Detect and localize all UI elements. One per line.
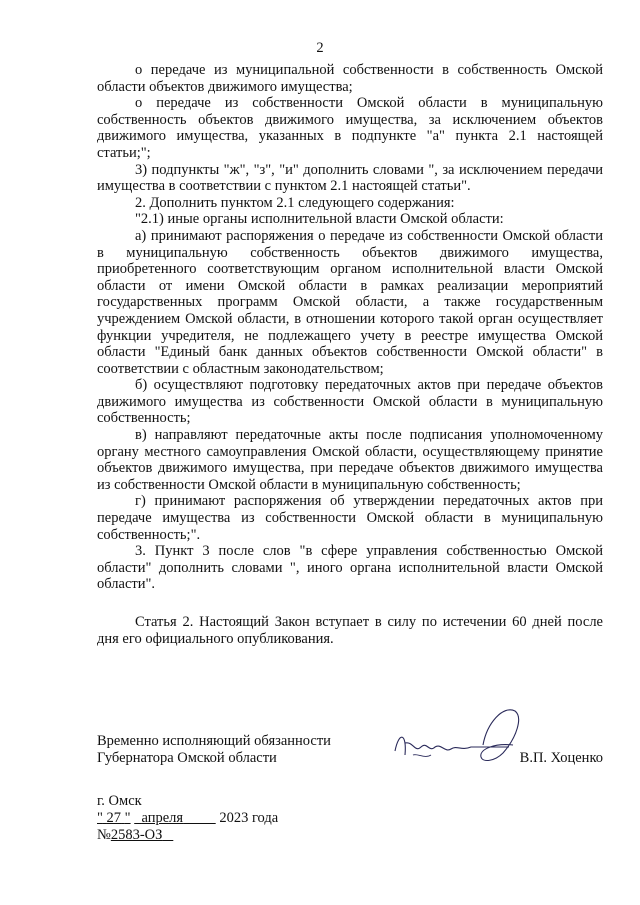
paragraph: а) принимают распоряжения о передаче из собственности Омской области в муниципальную собственность объектов движимого имущества, приобретенного соответствующим органом исполнительной власти Омской области от имени Омской области в рамках реализации мероприятий государственных программ Омской области, а также государственным учреждением Омской области, в отношении которого такой орган осуществляет функции учредителя, не подлежащего учету в реестре имущества Омской области "Единый банк данных объектов собственности Омской области" в соответствии с областным законодательством;	[97, 227, 603, 377]
law-number-line	[97, 827, 278, 844]
number-prefix: №	[97, 826, 111, 843]
date-day: 27	[106, 809, 122, 826]
city: г. Омск	[97, 793, 142, 809]
signatory-role-line2: Губернатора Омской области	[97, 749, 277, 766]
date-year: 2023 года	[219, 809, 279, 826]
date-close-quote: "	[124, 809, 131, 826]
date-open-quote: "	[97, 809, 103, 826]
handwritten-signature	[391, 703, 541, 773]
paragraph: в) направляют передаточные акты после подписания уполномоченному органу местного самоуправления Омской области, осуществляющему принятие объектов движимого имущества, при передаче объектов движимого имущества из собственности Омской области в муниципальную собственность;	[97, 427, 603, 493]
paragraph: о передаче из муниципальной собственности в собственность Омской области объектов движимого имущества;	[97, 62, 603, 95]
law-number: 2583-ОЗ	[110, 826, 163, 843]
law-body	[97, 62, 603, 647]
paragraph: "2.1) иные органы исполнительной власти Омской области:	[135, 211, 504, 228]
paragraph: о передаче из собственности Омской области в муниципальную собственность объектов движимого имущества, за исключением объектов движимого имущества, указанных в подпункте "а" пункта 2.1 настоящей статьи;";	[97, 95, 603, 161]
date-month: апреля	[141, 809, 184, 826]
paragraph: 2. Дополнить пунктом 2.1 следующего содержания:	[135, 194, 455, 211]
signatory-name: В.П. Хоценко	[519, 750, 603, 766]
article-2: Статья 2. Настоящий Закон вступает в силу по истечении 60 дней после дня его официального опубликования.	[97, 614, 603, 647]
paragraph: г) принимают распоряжения об утверждении передаточных актов при передаче имущества из собственности Омской области в муниципальную собственность;".	[97, 493, 603, 543]
signature-block	[97, 733, 607, 773]
page-number: 2	[316, 40, 324, 56]
date-line	[97, 810, 278, 827]
document-footer	[97, 793, 278, 843]
paragraph: б) осуществляют подготовку передаточных актов при передаче объектов движимого имущества из собственности Омской области в муниципальную собственность;	[97, 377, 603, 427]
paragraph: 3) подпункты "ж", "з", "и" дополнить словами ", за исключением передачи имущества в соответствии с пунктом 2.1 настоящей статьи".	[97, 161, 603, 195]
paragraph: 3. Пункт 3 после слов "в сфере управления собственностью Омской области" дополнить словами ", иного органа исполнительной власти Омской области".	[97, 543, 603, 593]
signatory-role-line1: Временно исполняющий обязанности	[97, 733, 331, 749]
